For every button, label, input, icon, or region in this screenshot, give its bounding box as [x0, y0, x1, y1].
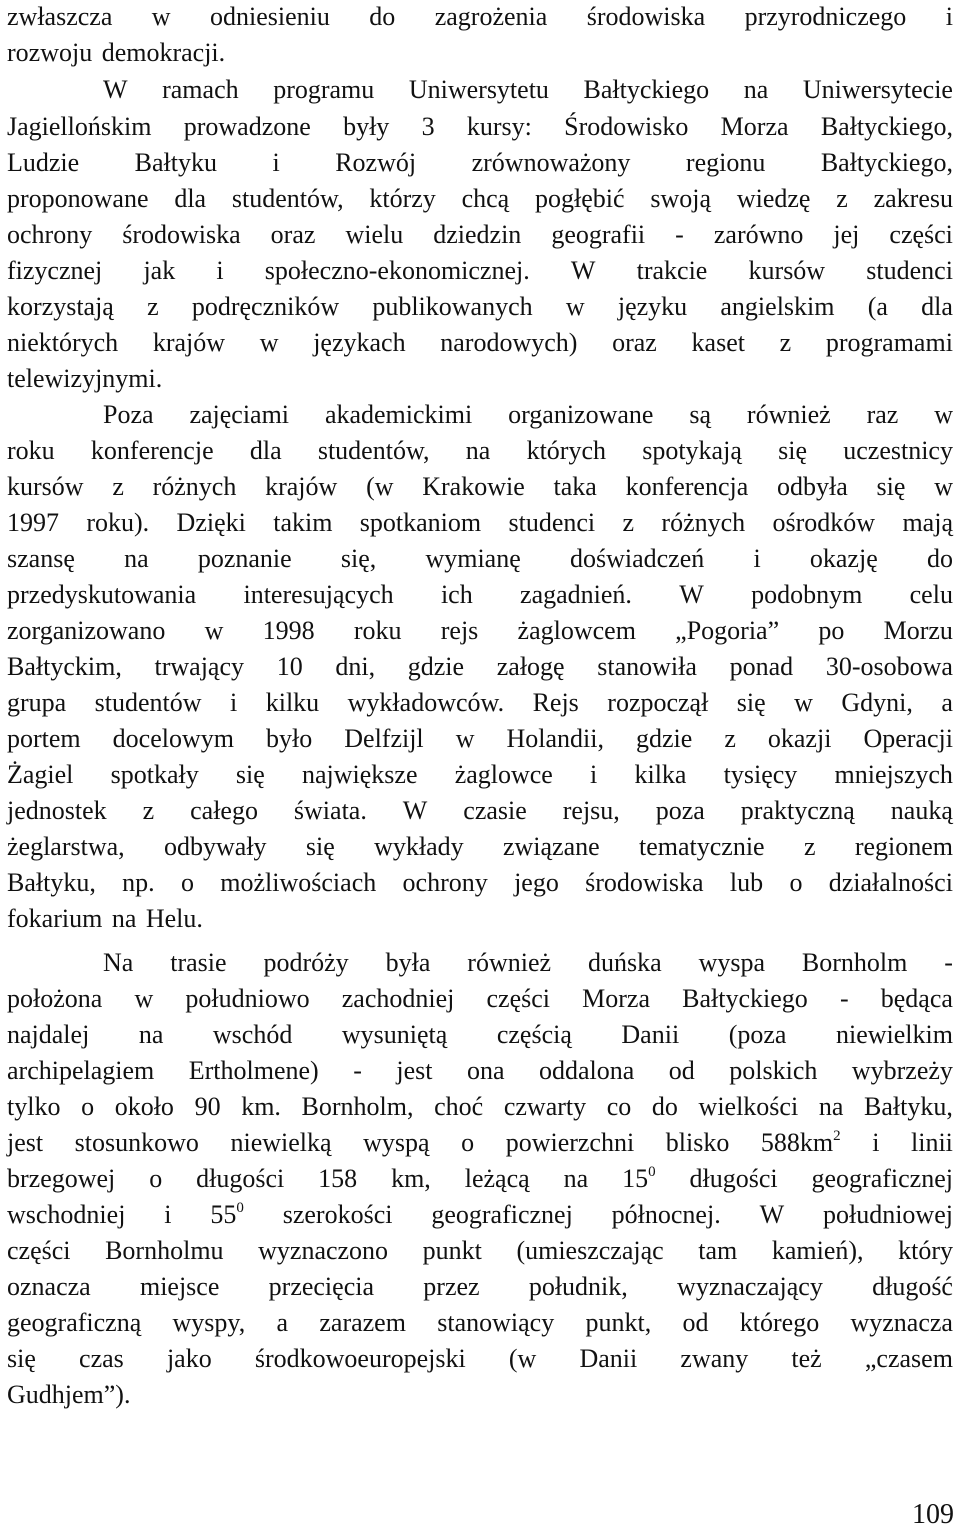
text-line: Bałtyckim, trwający 10 dni, gdzie załogę stanowiła ponad 30-osobowa — [7, 652, 953, 681]
text-line: telewizyjnymi. — [7, 364, 163, 393]
text-line: przedyskutowania interesujących ich zagadnień. W podobnym celu — [7, 580, 953, 609]
text-line: portem docelowym było Delfzijl w Holandii, gdzie z okazji Operacji — [7, 724, 953, 753]
text-line: fokarium na Helu. — [7, 904, 203, 933]
text-line: szansę na poznanie się, wymianę doświadczeń i okazję do — [7, 544, 953, 573]
text-line: grupa studentów i kilku wykładowców. Rejs rozpoczął się w Gdyni, a — [7, 688, 953, 717]
text-line: archipelagiem Ertholmene) - jest ona oddalona od polskich wybrzeży — [7, 1056, 953, 1085]
text-line: geograficzną wyspy, a zarazem stanowiący punkt, od którego wyznacza — [7, 1308, 953, 1337]
text-line: ochrony środowiska oraz wielu dziedzin geografii - zarówno jej części — [7, 220, 953, 249]
superscript: 0 — [236, 1199, 244, 1216]
text-line: tylko o około 90 km. Bornholm, choć czwarty co do wielkości na Bałtyku, — [7, 1092, 953, 1121]
text-line: części Bornholmu wyznaczono punkt (umieszczając tam kamień), który — [7, 1236, 953, 1265]
text-line: roku konferencje dla studentów, na których spotykają się uczestnicy — [7, 436, 953, 465]
text-line: położona w południowo zachodniej części Morza Bałtyckiego - będąca — [7, 984, 953, 1013]
text-line: zwłaszcza w odniesieniu do zagrożenia środowiska przyrodniczego i — [7, 2, 953, 31]
text-line: brzegowej o długości 158 km, leżącą na $15^0$ długości geograficznej — [7, 1163, 953, 1193]
text-line: Bałtyku, np. o możliwościach ochrony jego środowiska lub o działalności — [7, 868, 953, 897]
text-line: żeglarstwa, odbywały się wykłady związane tematycznie z regionem — [7, 832, 953, 861]
text-line: najdalej na wschód wysuniętą częścią Danii (poza niewielkim — [7, 1020, 953, 1049]
text-line: Żagiel spotkały się największe żaglowce i kilka tysięcy mniejszych — [7, 760, 953, 789]
superscript: 0 — [648, 1163, 656, 1180]
text-line: jest stosunkowo niewielką wyspą o powierzchni blisko $588km^2$ i linii — [7, 1127, 953, 1157]
text-line: oznacza miejsce przecięcia przez południk, wyznaczający długość — [7, 1272, 953, 1301]
text-line: jednostek z całego świata. W czasie rejsu, poza praktyczną nauką — [7, 796, 953, 825]
text-line: zorganizowano w 1998 roku rejs żaglowcem „Pogoria” po Morzu — [7, 616, 953, 645]
text-line: proponowane dla studentów, którzy chcą pogłębić swoją wiedzę z zakresu — [7, 184, 953, 213]
text-line: Na trasie podróży była również duńska wyspa Bornholm - — [103, 948, 953, 977]
text-line: fizycznej jak i społeczno-ekonomicznej. W trakcie kursów studenci — [7, 256, 953, 285]
page-number: 109 — [912, 1499, 954, 1530]
text-line: korzystają z podręczników publikowanych w języku angielskim (a dla — [7, 292, 953, 321]
text-line: Jagiellońskim prowadzone były 3 kursy: Środowisko Morza Bałtyckiego, — [7, 112, 953, 141]
text-line: Ludzie Bałtyku i Rozwój zrównoważony regionu Bałtyckiego, — [7, 148, 953, 177]
text-line: się czas jako środkowoeuropejski (w Danii zwany też „czasem — [7, 1344, 953, 1373]
text-line: Poza zajęciami akademickimi organizowane są również raz w — [103, 400, 953, 429]
text-line: Gudhjem”). — [7, 1380, 131, 1409]
text-line: W ramach programu Uniwersytetu Bałtyckiego na Uniwersytecie — [103, 75, 953, 104]
text-line: niektórych krajów w językach narodowych) oraz kaset z programami — [7, 328, 953, 357]
text-line: rozwoju demokracji. — [7, 38, 226, 67]
text-line: 1997 roku). Dzięki takim spotkaniom studenci z różnych ośrodków mają — [7, 508, 953, 537]
text-line: wschodniej i $55^0$ szerokości geograficznej północnej. W południowej — [7, 1199, 953, 1229]
text-line: kursów z różnych krajów (w Krakowie taka konferencja odbyła się w — [7, 472, 953, 501]
superscript: 2 — [833, 1127, 841, 1144]
